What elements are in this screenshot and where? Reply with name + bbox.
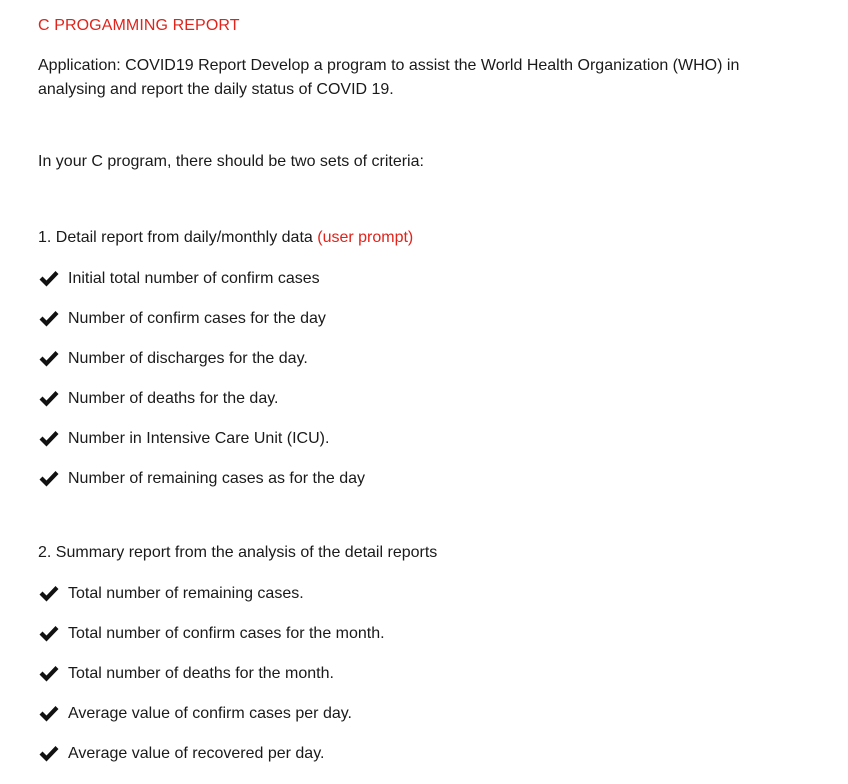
list-item-text: Number in Intensive Care Unit (ICU). [68, 430, 330, 447]
list-item [38, 468, 365, 490]
checkmark-icon [38, 389, 60, 409]
checkmark-icon [38, 469, 60, 489]
section2-heading: 2. Summary report from the analysis of the detail reports [38, 544, 438, 561]
list-item [38, 348, 308, 370]
list-item [38, 743, 324, 765]
list-item [38, 663, 334, 685]
list-item [38, 583, 304, 605]
list-item [38, 268, 320, 290]
list-item [38, 308, 326, 330]
section1-heading [38, 229, 413, 247]
section1-heading-text: 1. Detail report from daily/monthly data [38, 229, 318, 246]
list-item-text: Total number of deaths for the month. [68, 665, 334, 682]
checkmark-icon [38, 584, 60, 604]
checkmark-icon [38, 744, 60, 764]
list-item-text: Average value of confirm cases per day. [68, 705, 352, 722]
section1-heading-note: (user prompt) [317, 229, 414, 246]
checkmark-icon [38, 309, 60, 329]
list-item-text: Total number of confirm cases for the month. [68, 625, 385, 642]
criteria-intro: In your C program, there should be two sets of criteria: [38, 153, 424, 170]
checkmark-icon [38, 269, 60, 289]
list-item [38, 703, 352, 725]
checkmark-icon [38, 429, 60, 449]
list-item-text: Number of confirm cases for the day [68, 310, 326, 327]
list-item-text: Number of deaths for the day. [68, 390, 279, 407]
checkmark-icon [38, 704, 60, 724]
list-item-text: Initial total number of confirm cases [68, 270, 320, 287]
checkmark-icon [38, 349, 60, 369]
list-item-text: Total number of remaining cases. [68, 585, 304, 602]
checkmark-icon [38, 624, 60, 644]
checkmark-icon [38, 664, 60, 684]
list-item [38, 623, 385, 645]
application-description: Application: COVID19 Report Develop a program to assist the World Health Organization (WHO) in analysing and report the daily status of COVID 19. [38, 57, 740, 98]
list-item-text: Number of discharges for the day. [68, 350, 308, 367]
document-title: C PROGAMMING REPORT [38, 17, 240, 34]
list-item [38, 388, 278, 410]
list-item-text: Number of remaining cases as for the day [68, 470, 366, 487]
list-item-text: Average value of recovered per day. [68, 745, 325, 762]
list-item [38, 428, 329, 450]
